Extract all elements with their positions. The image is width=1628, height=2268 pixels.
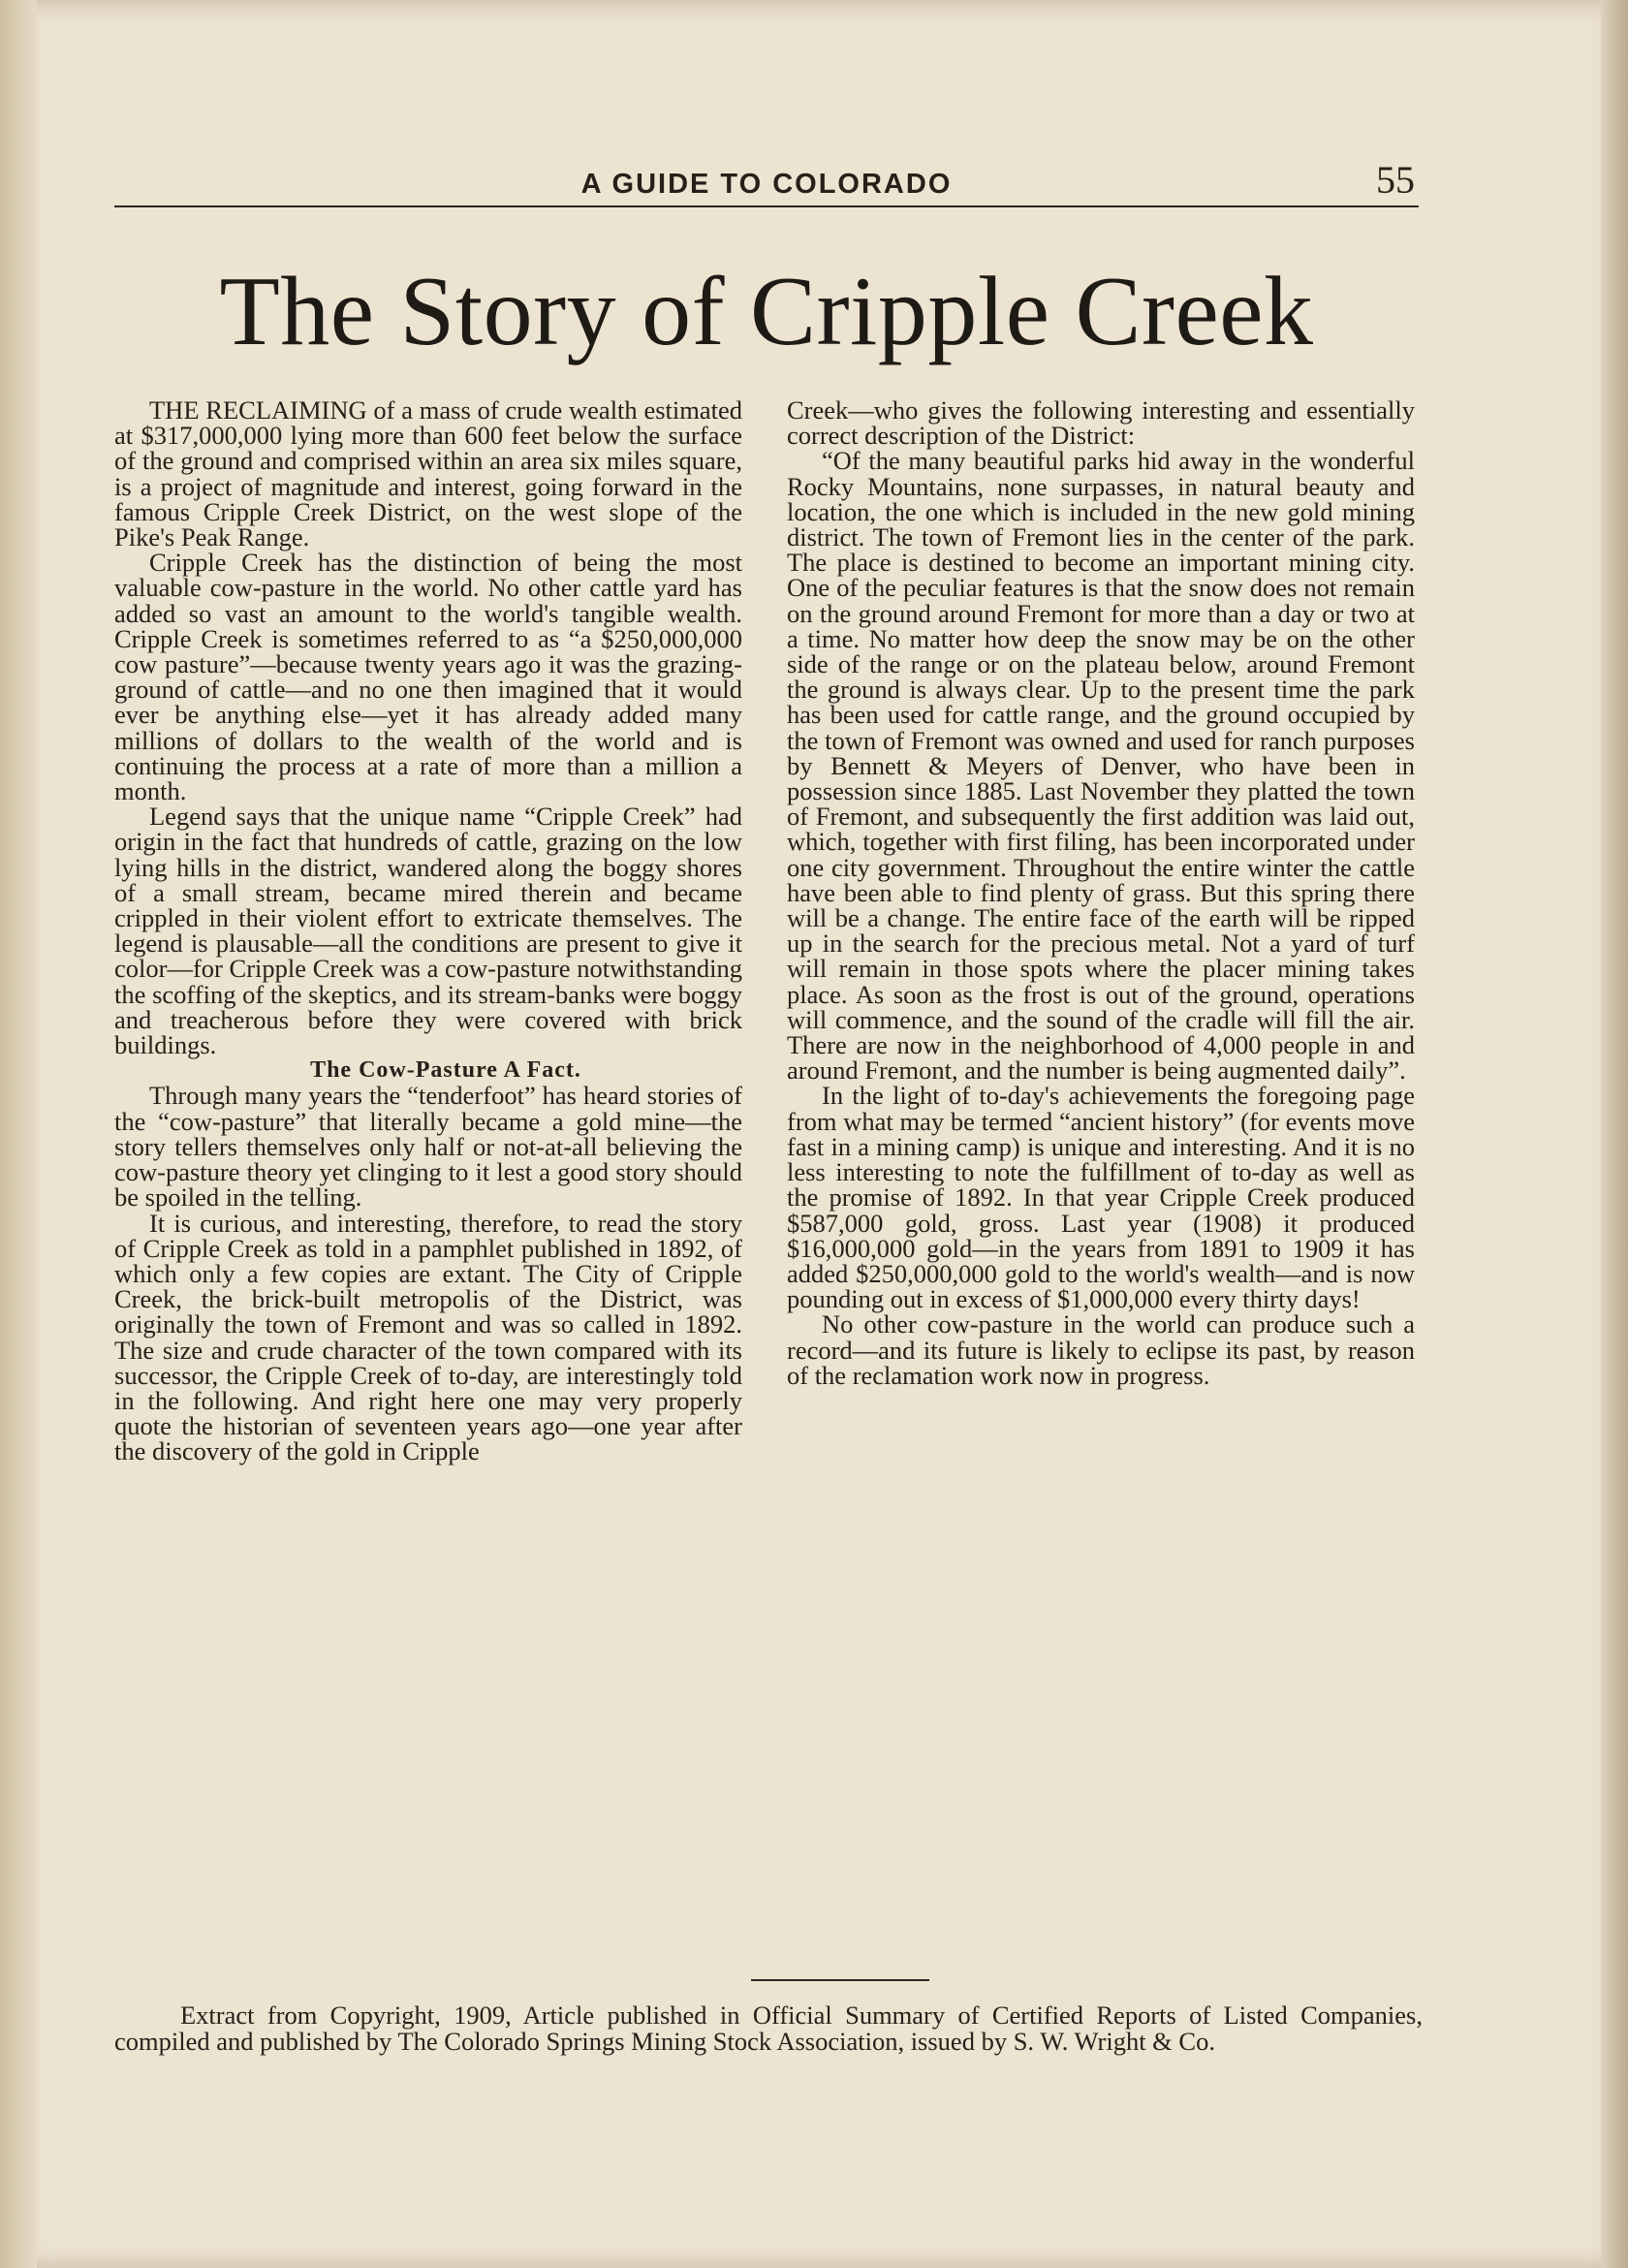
paragraph: Legend says that the unique name “Cripple Creek” had origin in the fact that hundreds of cattle, grazing on the low lying hills in the district, wandered along the boggy shores of a small stream, became mired therein and became crippled in their violent effort to extricate themselves. The legend is plausable—all the conditions are present to give it color—for Cripple Creek was a cow-pasture notwithstanding the scoffing of the skeptics, and its stream-banks were boggy and treacherous before they were covered with brick buildings. — [114, 802, 742, 1060]
paragraph: THE RECLAIMING of a mass of crude wealth estimated at $317,000,000 lying more than 600 feet below the surface of the ground and comprised within an area six miles square, is a project of magnitude and interest, going forward in the famous Cripple Creek District, on the west slope of the Pike's Peak Range. — [114, 395, 742, 552]
paragraph: It is curious, and interesting, therefore, to read the story of Cripple Creek as told in a pamphlet published in 1892, of which only a few copies are extant. The City of Cripple Creek, the brick-built metropolis of the District, was originally the town of Fremont and was so called in 1892. The size and crude character of the town compared with its successor, the Cripple Creek of to-day, are interestingly told in the following. And right here one may very properly quote the historian of seventeen years ago—one year after the discovery of the gold in Cripple — [114, 1208, 742, 1466]
paragraph: In the light of to-day's achievements the foregoing page from what may be termed “ancient history” (for events move fast in a mining camp) is unique and interesting. And it is no less interesting to note the fulfillment of to-day as well as the promise of 1892. In that year Cripple Creek produced $587,000 gold, gross. Last year (1908) it produced $16,000,000 gold—in the years from 1891 to 1909 it has added $250,000,000 gold to the world's wealth—and is now pounding out in excess of $1,000,000 every thirty days! — [787, 1081, 1415, 1314]
source-footnote — [114, 2002, 1423, 2055]
paragraph: Through many years the “tenderfoot” has heard stories of the “cow-pasture” that literally became a gold mine—the story tellers themselves only half or not-at-all believing the cow-pasture theory yet clinging to it lest a good story should be spoiled in the telling. — [114, 1081, 742, 1213]
page-binding-shadow — [0, 0, 37, 2268]
paragraph: Creek—who gives the following interesting and essentially correct description of the District: — [787, 395, 1415, 451]
paragraph: “Of the many beautiful parks hid away in the wonderful Rocky Mountains, none surpasses, in natural beauty and location, the one which is included in the new gold mining district. The town of Fremont lies in the center of the park. The place is destined to become an important mining city. One of the peculiar features is that the snow does not remain on the ground around Fremont for more than a day or two at a time. No matter how deep the snow may be on the other side of the range or on the plateau below, around Fremont the ground is always clear. Up to the present time the park has been used for cattle range, and the ground occupied by the town of Fremont was owned and used for ranch purposes by Bennett & Meyers of Denver, who have been in possession since 1885. Last November they platted the town of Fremont, and subsequently the first addition was laid out, which, together with first filing, has been incorporated under one city government. Throughout the entire winter the cattle have been able to find plenty of grass. But this spring there will be a change. The entire face of the earth will be ripped up in the search for the precious metal. Not a yard of turf will remain in those spots where the placer mining takes place. As soon as the frost is out of the ground, operations will commence, and the sound of the cradle will fill the air. There are now in the neighborhood of 4,000 people in and around Fremont, and the number is being augmented daily”. — [787, 446, 1415, 1086]
section-subheading: The Cow-Pasture A Fact. — [310, 1057, 581, 1084]
running-title: A GUIDE TO COLORADO — [580, 169, 953, 200]
left-column — [114, 397, 742, 1465]
paragraph: Cripple Creek has the distinction of being the most valuable cow-pasture in the world. No other cattle yard has added so vast an amount to the world's tangible wealth. Cripple Creek is sometimes referred to as “a $250,000,000 cow pasture”—because twenty years ago it was the grazing-ground of cattle—and no one then imagined that it would ever be anything else—yet it has already added many millions of dollars to the wealth of the world and is continuing the process at a rate of more than a million a month. — [114, 548, 742, 806]
page-edge — [1601, 0, 1628, 2268]
divider-rule — [751, 1979, 929, 1981]
page-number: 55 — [1376, 158, 1415, 202]
paragraph: No other cow-pasture in the world can produce such a record—and its future is likely to eclipse its past, by reason of the reclamation work now in progress. — [787, 1309, 1415, 1390]
right-column — [787, 397, 1415, 1388]
running-header — [114, 158, 1419, 207]
footnote-text: Extract from Copyright, 1909, Article published in Official Summary of Certified Reports of Listed Companies, compiled and published by The Colorado Springs Mining Stock Association, issued by S. W. Wright & Co. — [114, 2000, 1423, 2056]
article-title: The Story of Cripple Creek — [219, 257, 1314, 366]
